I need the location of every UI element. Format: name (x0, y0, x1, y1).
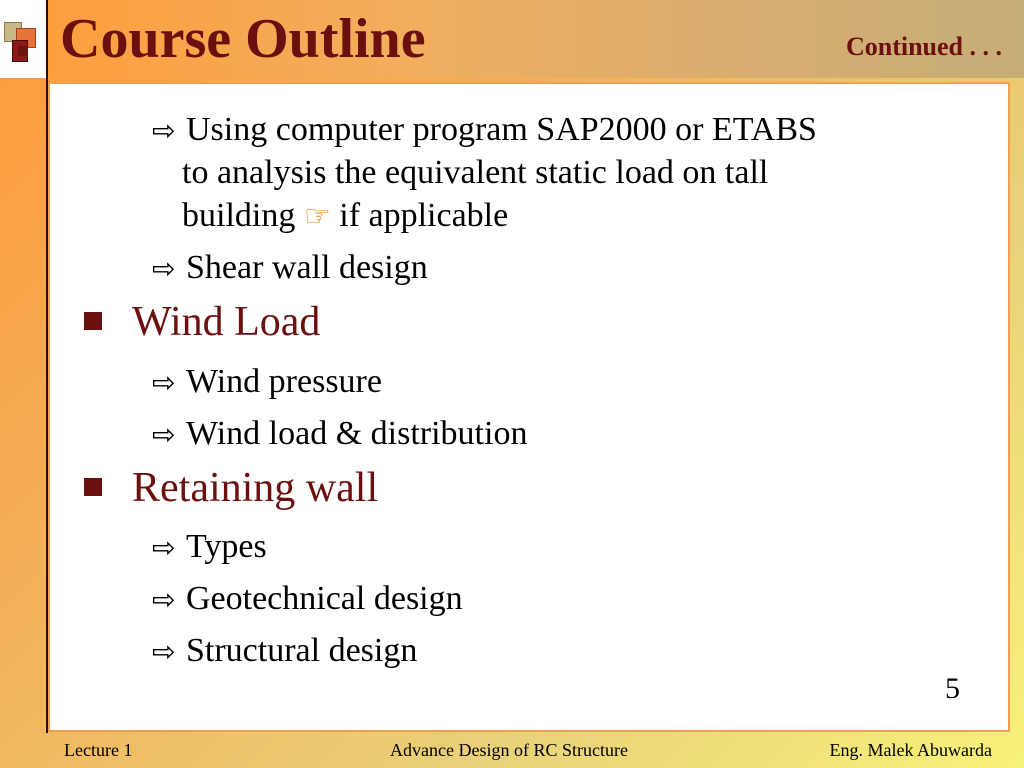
hollow-arrow-icon: ⇨ (152, 583, 176, 616)
list-item-continuation: to analysis the equivalent static load on tall (182, 154, 769, 191)
hollow-arrow-icon: ⇨ (152, 366, 176, 399)
square-bullet-icon (84, 478, 102, 496)
continued-label: Continued . . . (845, 32, 1002, 61)
slide-title: Course Outline (60, 8, 426, 70)
list-item-heading: Retaining wall (84, 464, 584, 514)
page-number: 5 (945, 672, 960, 705)
slide-footer (0, 734, 1024, 768)
square-bullet-icon (84, 312, 102, 330)
footer-course: Advance Design of RC Structure (390, 740, 628, 760)
hollow-arrow-icon: ⇨ (152, 635, 176, 668)
slide-logo (0, 0, 48, 78)
content-panel (48, 82, 1010, 732)
list-item-heading: Wind Load (84, 298, 584, 348)
hollow-arrow-icon: ⇨ (152, 531, 176, 564)
slide-header (0, 0, 1024, 78)
list-item: ⇨ Using computer program SAP2000 or ETABS (152, 108, 817, 152)
list-item-continuation: building ☞ if applicable (182, 197, 509, 234)
list-item: ⇨ Shear wall design (152, 246, 428, 290)
hollow-arrow-icon: ⇨ (152, 418, 176, 451)
footer-author: Eng. Malek Abuwarda (829, 740, 992, 760)
hollow-arrow-icon: ⇨ (152, 114, 176, 147)
list-item: ⇨ Wind load & distribution (152, 412, 527, 456)
hollow-arrow-icon: ⇨ (152, 252, 176, 285)
pointing-hand-icon: ☞ (303, 199, 331, 234)
list-item: ⇨ Geotechnical design (152, 577, 463, 621)
list-item: ⇨ Wind pressure (152, 360, 382, 404)
footer-lecture: Lecture 1 (64, 740, 133, 760)
list-item: ⇨ Structural design (152, 629, 417, 673)
list-item: ⇨ Types (152, 525, 267, 569)
